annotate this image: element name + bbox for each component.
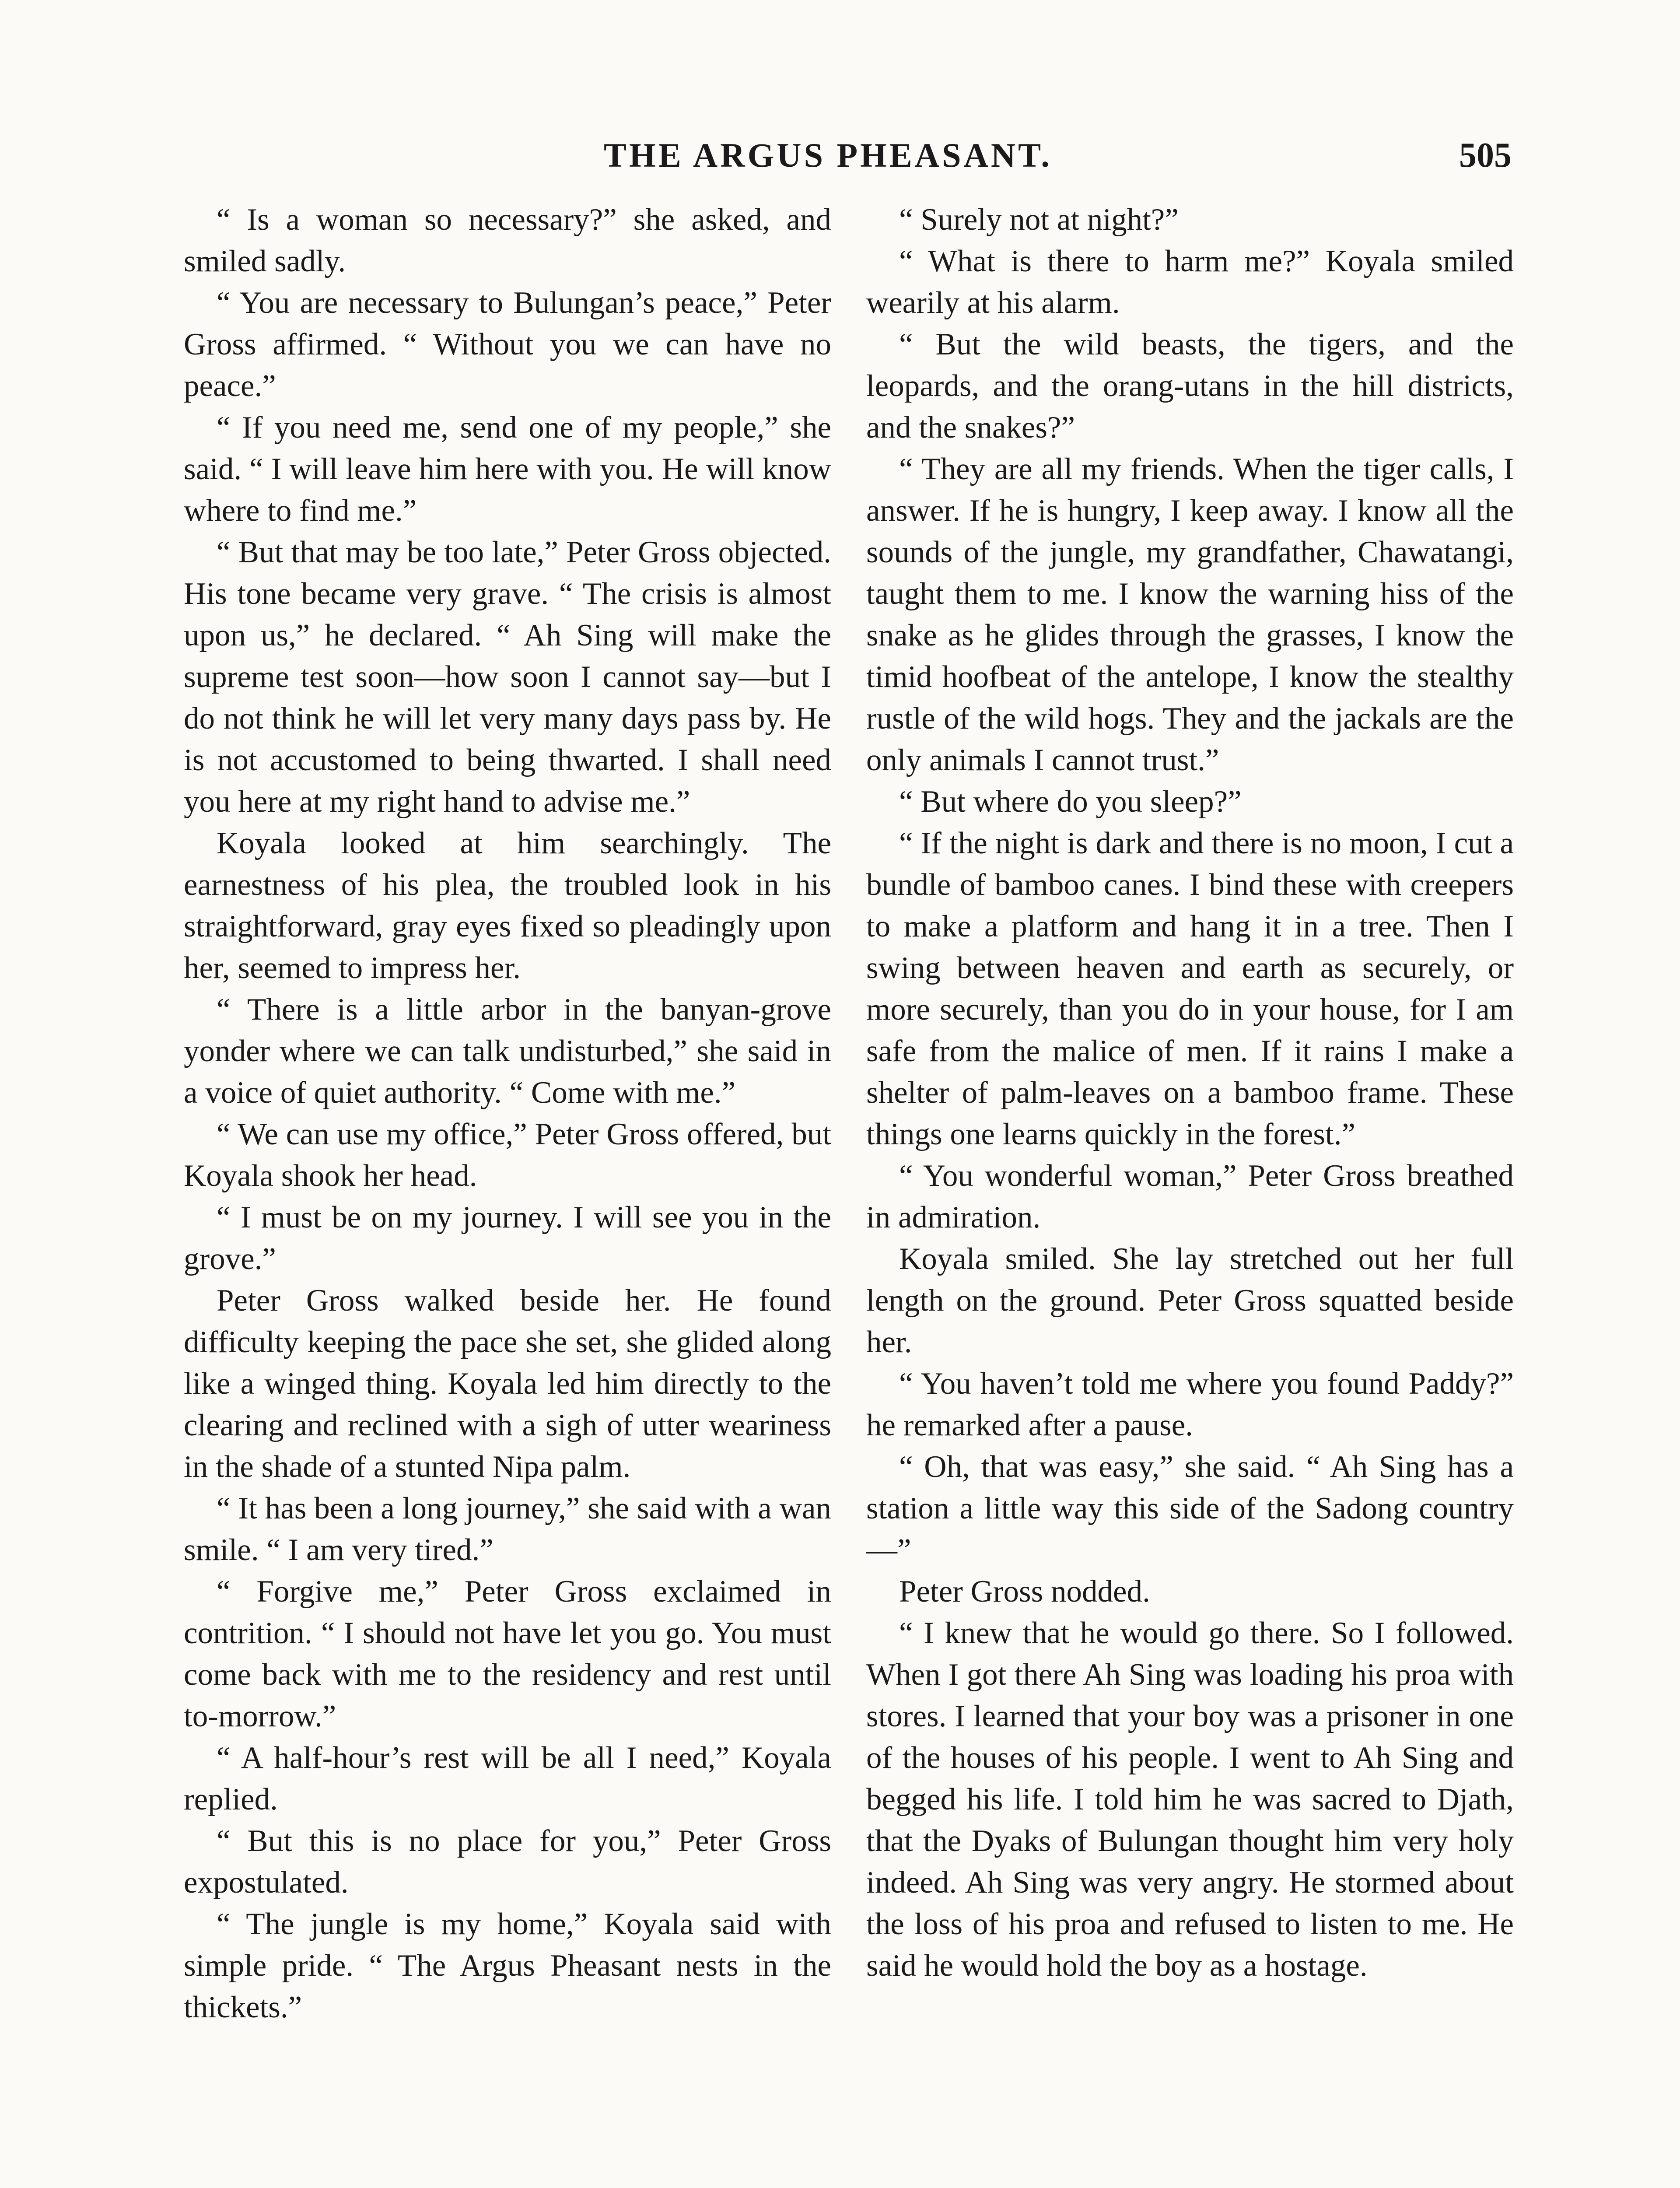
paragraph: “ I must be on my journey. I will see you in the grove.” <box>184 1200 831 1276</box>
paragraph: “ You are necessary to Bulungan’s peace,” Peter Gross affirmed. “ Without you we can have no peace.” <box>184 286 831 403</box>
paragraph: Peter Gross walked beside her. He found difficulty keeping the pace she set, she glided along like a winged thing. Koyala led him directly to the clearing and reclined with a sigh of utter weariness in the shade of a stunted Nipa palm. <box>184 1283 831 1484</box>
paragraph: Peter Gross nodded. <box>899 1574 1150 1609</box>
paragraph: “ But that may be too late,” Peter Gross objected. His tone became very grave. “ The crisis is almost upon us,” he declared. “ Ah Sing will make the supreme test soon—how soon I cannot say—but I do not think he will let very many days pass by. He is not accustomed to being thwarted. I shall need you here at my right hand to advise me.” <box>184 535 831 819</box>
paragraph: “ We can use my office,” Peter Gross offered, but Koyala shook her head. <box>184 1117 831 1193</box>
paragraph: “ If you need me, send one of my people,” she said. “ I will leave him here with you. He will know where to find me.” <box>184 410 831 528</box>
paragraph: “ But where do you sleep?” <box>899 785 1242 819</box>
paragraph: “ I knew that he would go there. So I followed. When I got there Ah Sing was loading his proa with stores. I learned that your boy was a prisoner in one of the houses of his people. I went to Ah Sing and begged his life. I told him he was sacred to Djath, that the Dyaks of Bulungan thought him very holy indeed. Ah Sing was very angry. He stormed about the loss of his proa and refused to listen to me. He said he would hold the boy as a hostage. <box>866 1616 1514 1983</box>
paragraph: “ They are all my friends. When the tiger calls, I answer. If he is hungry, I keep away. I know all the sounds of the jungle, my grandfather, Chawatangi, taught them to me. I know the warning hiss of the snake as he glides through the grasses, I know the timid hoofbeat of the antelope, I know the stealthy rustle of the wild hogs. They and the jackals are the only animals I cannot trust.” <box>866 452 1514 777</box>
paragraph: “ A half-hour’s rest will be all I need,” Koyala replied. <box>184 1741 831 1816</box>
paragraph: Koyala smiled. She lay stretched out her full length on the ground. Peter Gross squatted beside her. <box>866 1242 1514 1359</box>
paragraph: “ There is a little arbor in the banyan-grove yonder where we can talk undisturbed,” she said in a voice of quiet authority. “ Come with me.” <box>184 992 831 1110</box>
page-number: 505 <box>1459 136 1512 175</box>
paragraph: Koyala looked at him searchingly. The earnestness of his plea, the troubled look in his straightforward, gray eyes fixed so pleadingly upon her, seemed to impress her. <box>184 826 831 985</box>
paragraph: “ It has been a long journey,” she said with a wan smile. “ I am very tired.” <box>184 1491 831 1567</box>
paragraph: “ Surely not at night?” <box>899 203 1179 237</box>
paragraph: “ Is a woman so necessary?” she asked, and smiled sadly. <box>184 203 831 278</box>
paragraph: “ You haven’t told me where you found Paddy?” he remarked after a pause. <box>866 1367 1514 1442</box>
paragraph: “ But this is no place for you,” Peter Gross expostulated. <box>184 1824 831 1900</box>
paragraph: “ You wonderful woman,” Peter Gross breathed in admiration. <box>866 1159 1514 1234</box>
right-column <box>866 199 1514 1987</box>
paragraph: “ If the night is dark and there is no moon, I cut a bundle of bamboo canes. I bind these with creepers to make a platform and hang it in a tree. Then I swing between heaven and earth as securely, or more securely, than you do in your house, for I am safe from the malice of men. If it rains I make a shelter of palm-leaves on a bamboo frame. These things one learns quickly in the forest.” <box>866 826 1514 1151</box>
left-column <box>184 199 831 2028</box>
running-title: THE ARGUS PHEASANT. <box>604 136 1052 174</box>
paragraph: “ But the wild beasts, the tigers, and the leopards, and the orang-utans in the hill districts, and the snakes?” <box>866 327 1514 445</box>
page-header <box>604 131 1512 179</box>
paragraph: “ Oh, that was easy,” she said. “ Ah Sing has a station a little way this side of the Sadong country—” <box>866 1450 1514 1567</box>
paragraph: “ The jungle is my home,” Koyala said with simple pride. “ The Argus Pheasant nests in the thickets.” <box>184 1907 831 2024</box>
paragraph: “ What is there to harm me?” Koyala smiled wearily at his alarm. <box>866 244 1514 320</box>
paragraph: “ Forgive me,” Peter Gross exclaimed in contrition. “ I should not have let you go. You must come back with me to the residency and rest until to-morrow.” <box>184 1574 831 1733</box>
